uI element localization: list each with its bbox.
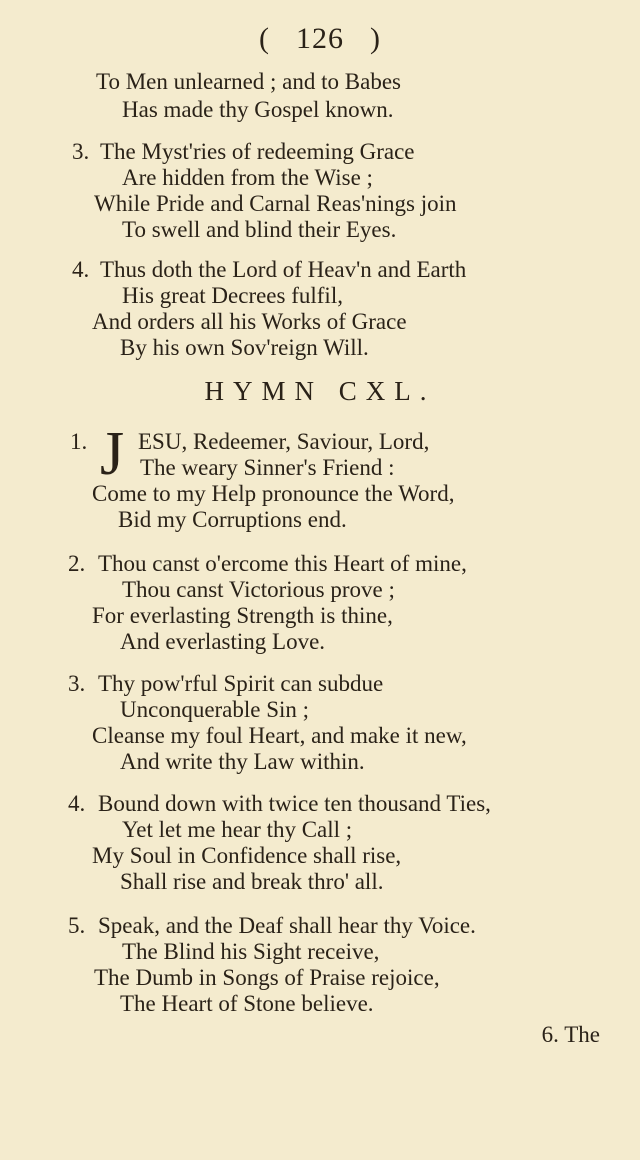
- verse-number: 2.: [68, 551, 86, 576]
- verse-line: And write thy Law within.: [120, 749, 365, 774]
- verse-line: Yet let me hear thy Call ;: [122, 817, 353, 842]
- verse-line: ESU, Redeemer, Saviour, Lord,: [138, 429, 430, 454]
- verse-number: 3.: [68, 671, 86, 696]
- catchword: 6. The: [541, 1022, 600, 1047]
- verse-line: Thou canst Victorious prove ;: [122, 577, 395, 602]
- verse-line: The Dumb in Songs of Praise rejoice,: [94, 965, 440, 990]
- verse-line: Come to my Help pronounce the Word,: [92, 481, 455, 506]
- verse-line: Bid my Corruptions end.: [118, 507, 347, 532]
- verse-line: Thou canst o'ercome this Heart of mine,: [98, 551, 467, 576]
- paren-open: (: [259, 22, 270, 55]
- verse-line: Bound down with twice ten thousand Ties,: [98, 791, 491, 816]
- verse-line: Shall rise and break thro' all.: [120, 869, 384, 894]
- verse-line: The Blind his Sight receive,: [122, 939, 380, 964]
- verse-number: 4.: [68, 791, 86, 816]
- verse-line: And everlasting Love.: [120, 629, 326, 654]
- verse-line: Has made thy Gospel known.: [122, 97, 394, 122]
- verse-line: Thus doth the Lord of Heav'n and Earth: [100, 257, 467, 282]
- verse-line: The Myst'ries of redeeming Grace: [100, 139, 415, 164]
- verse-line: Are hidden from the Wise ;: [122, 165, 373, 190]
- verse-line: Thy pow'rful Spirit can subdue: [98, 671, 384, 696]
- verse-number: 1.: [70, 429, 88, 454]
- paren-close: ): [370, 22, 381, 55]
- verse-line: Speak, and the Deaf shall hear thy Voice.: [98, 913, 476, 938]
- verse-line: To Men unlearned ; and to Babes: [96, 69, 401, 94]
- verse-line: The Heart of Stone believe.: [120, 991, 374, 1016]
- verse-line: His great Decrees fulfil,: [122, 283, 343, 308]
- verse-line: By his own Sov'reign Will.: [120, 335, 369, 360]
- page-header: [0, 22, 640, 56]
- verse-number: 5.: [68, 913, 86, 938]
- verse-line: Unconquerable Sin ;: [120, 697, 310, 722]
- verse-line: The weary Sinner's Friend :: [140, 455, 395, 480]
- verse-line: Cleanse my foul Heart, and make it new,: [92, 723, 467, 748]
- drop-cap: J: [100, 420, 125, 488]
- verse-number: 4.: [72, 257, 90, 282]
- hymn-title: HYMN CXL.: [204, 376, 436, 406]
- verse-line: And orders all his Works of Grace: [92, 309, 407, 334]
- verse-number: 3.: [72, 139, 90, 164]
- verse-line: For everlasting Strength is thine,: [92, 603, 393, 628]
- verse-line: To swell and blind their Eyes.: [122, 217, 397, 242]
- verse-line: While Pride and Carnal Reas'nings join: [94, 191, 457, 216]
- verse-line: My Soul in Confidence shall rise,: [92, 843, 402, 868]
- page-number: 126: [296, 22, 344, 55]
